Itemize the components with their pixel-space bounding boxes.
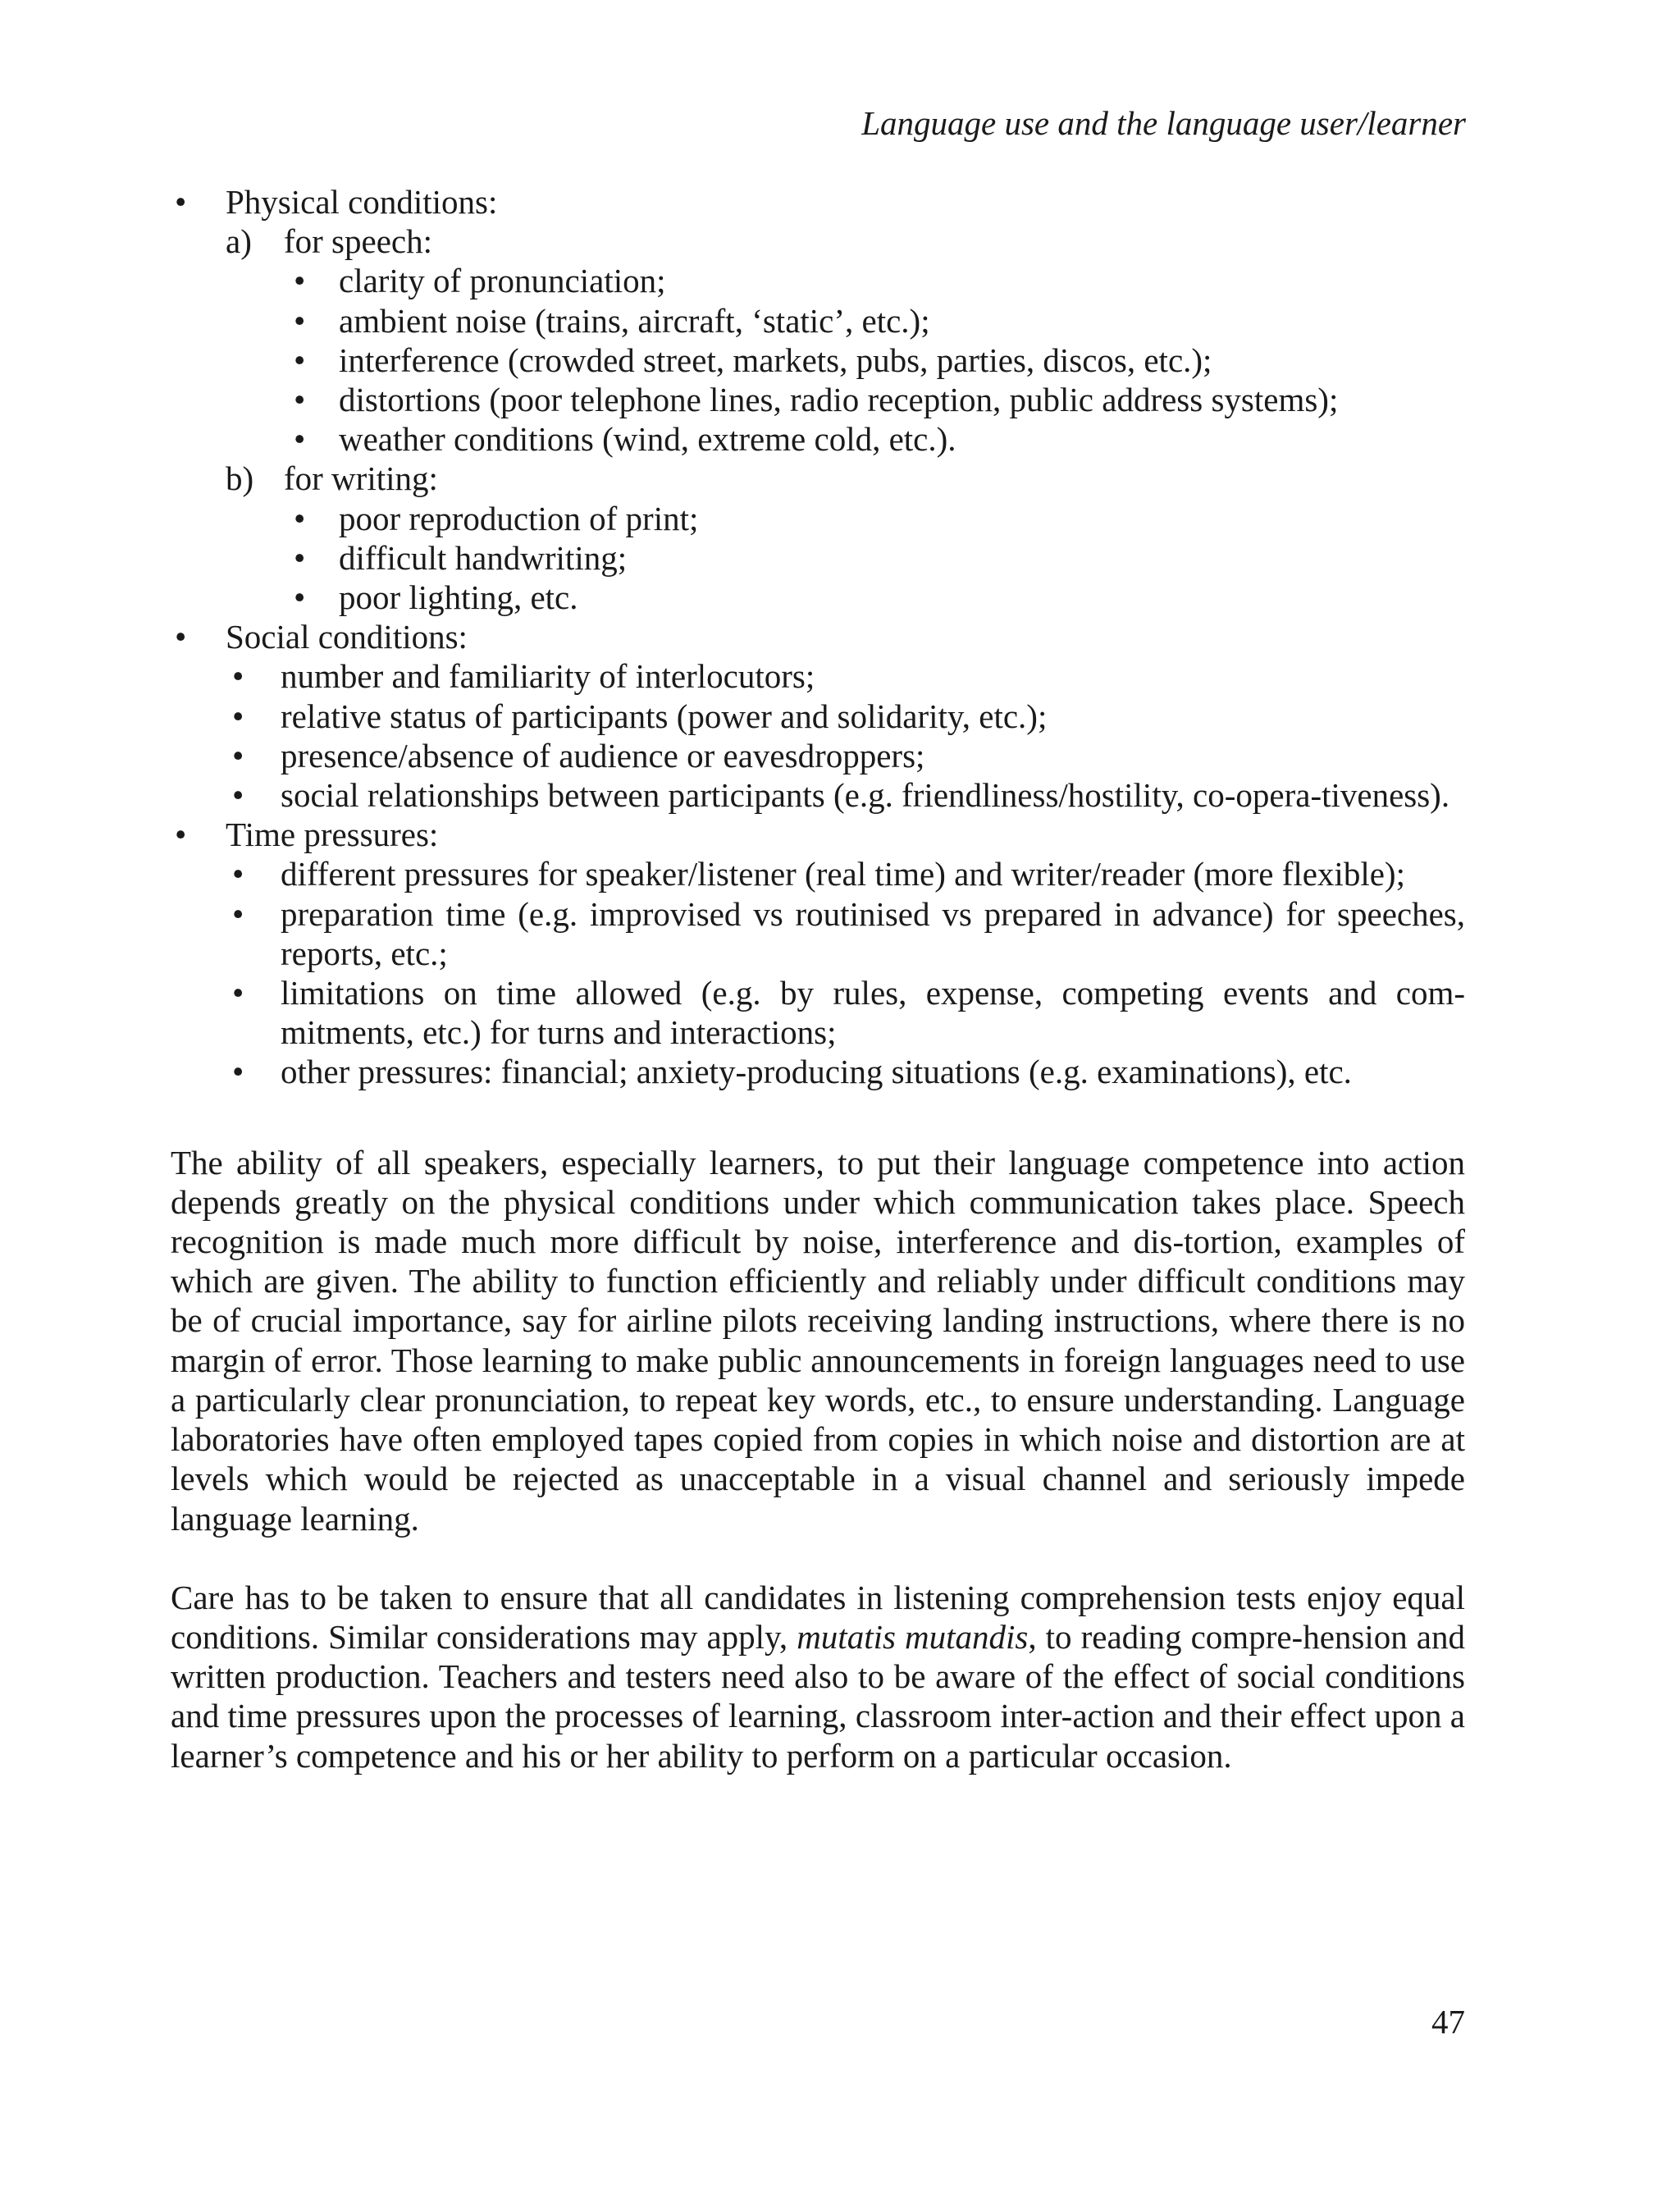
bullet: • (232, 697, 244, 735)
bullet: • (232, 776, 244, 815)
bullet: • (294, 578, 306, 617)
list-item (226, 854, 1465, 893)
list-item-text: distortions (poor telephone lines, radio reception, public address systems); (339, 381, 1339, 419)
list-item (226, 894, 1465, 973)
section-label: Social conditions: (226, 618, 468, 656)
list-item (284, 301, 1465, 340)
section-social-conditions (171, 617, 1465, 815)
bullet: • (232, 894, 244, 933)
running-head: Language use and the language user/learner (861, 104, 1466, 142)
list-item (284, 419, 1465, 459)
list-item-text: relative status of participants (power and solidarity, etc.); (281, 697, 1048, 735)
bullet: • (175, 618, 187, 656)
list-item-text: interference (crowded street, markets, pubs, parties, discos, etc.); (339, 340, 1212, 379)
bullet: • (294, 301, 306, 340)
subsection-speech (226, 222, 1465, 459)
bullet: • (232, 657, 244, 696)
list-item-text: preparation time (e.g. improvised vs routinised vs prepared in advance) for speeches, reports, etc.; (281, 894, 1465, 972)
bullet: • (232, 736, 244, 775)
conditions-list (171, 182, 1465, 1092)
list-item (284, 578, 1465, 617)
page-content (171, 182, 1465, 1775)
list-item-text: clarity of pronunciation; (339, 262, 666, 300)
subsection-marker: b) (226, 459, 254, 498)
page-number: 47 (1431, 2003, 1465, 2040)
time-items (226, 854, 1465, 1091)
list-item-text: limitations on time allowed (e.g. by rules, expense, competing events and com-mitments, etc.) for turns and interactions; (281, 974, 1465, 1052)
list-item (284, 538, 1465, 578)
list-item-text: poor reproduction of print; (339, 499, 699, 537)
list-item-text: presence/absence of audience or eavesdroppers; (281, 736, 925, 775)
subsection-writing (226, 459, 1465, 617)
subsection-label: for speech: (284, 222, 432, 261)
latin-phrase: mutatis mutandis (797, 1617, 1029, 1656)
body-paragraph: The ability of all speakers, especially learners, to put their language competence into action depends greatly on the physical conditions under which communication takes place. Speech recognition is made much more difficult by noise, interference and dis-tortion, examples of which are given. The ability to function efficiently and reliably under difficult conditions may be of crucial importance, say for airline pilots receiving landing instructions, where there is no margin of error. Those learning to make public announcements in foreign languages need to use a particularly clear pronunciation, to repeat key words, etc., to ensure understanding. Language laboratories have often employed tapes copied from copies in which noise and distortion are at levels which would be rejected as unacceptable in a visual channel and seriously impede language learning. (171, 1143, 1465, 1538)
list-item (226, 736, 1465, 775)
bullet: • (294, 420, 306, 459)
social-items (226, 656, 1465, 815)
list-item-text: different pressures for speaker/listener (real time) and writer/reader (more flexible); (281, 855, 1405, 893)
list-item-text: difficult handwriting; (339, 538, 628, 577)
list-item (284, 499, 1465, 538)
bullet: • (294, 538, 306, 577)
list-item-text: poor lighting, etc. (339, 578, 578, 617)
section-time-pressures (171, 815, 1465, 1091)
list-item (226, 775, 1465, 815)
section-label: Physical conditions: (226, 183, 498, 221)
list-item (226, 1052, 1465, 1091)
list-item (284, 340, 1465, 380)
list-item-text: social relationships between participants (e.g. friendliness/hostility, co-opera-tiveness). (281, 776, 1450, 815)
list-item (284, 261, 1465, 300)
bullet: • (232, 1053, 244, 1091)
bullet: • (175, 183, 187, 221)
section-physical-conditions (171, 182, 1465, 617)
bullet: • (232, 855, 244, 893)
subsection-marker: a) (226, 222, 252, 261)
list-item (226, 656, 1465, 696)
bullet: • (232, 974, 244, 1012)
bullet: • (175, 816, 187, 854)
list-item-text: other pressures: financial; anxiety-producing situations (e.g. examinations), etc. (281, 1053, 1352, 1091)
list-item-text: weather conditions (wind, extreme cold, etc.). (339, 420, 956, 459)
list-item-text: number and familiarity of interlocutors; (281, 657, 815, 696)
bullet: • (294, 381, 306, 419)
list-item-text: ambient noise (trains, aircraft, ‘static’, etc.); (339, 301, 930, 340)
list-item (226, 697, 1465, 736)
list-item (226, 973, 1465, 1052)
list-item (284, 380, 1465, 419)
bullet: • (294, 340, 306, 379)
speech-items (284, 261, 1465, 459)
paragraph-text: , to reading compre-hension and written production. Teachers and testers need also to be aware of the effect of social conditions and time pressures upon the processes of learning, classroom inter-action and their effect upon a learner’s competence and his or her ability to perform on a particular occasion. (171, 1617, 1465, 1775)
paragraph-text: Care has to be taken to ensure that all candidates in listening comprehension tests enjoy equal conditions. Similar considerations may apply, (171, 1578, 1465, 1656)
section-label: Time pressures: (226, 816, 439, 854)
subsection-label: for writing: (284, 459, 438, 498)
physical-subsections (226, 222, 1465, 617)
writing-items (284, 499, 1465, 618)
bullet: • (294, 262, 306, 300)
body-paragraph (171, 1578, 1465, 1775)
bullet: • (294, 499, 306, 537)
